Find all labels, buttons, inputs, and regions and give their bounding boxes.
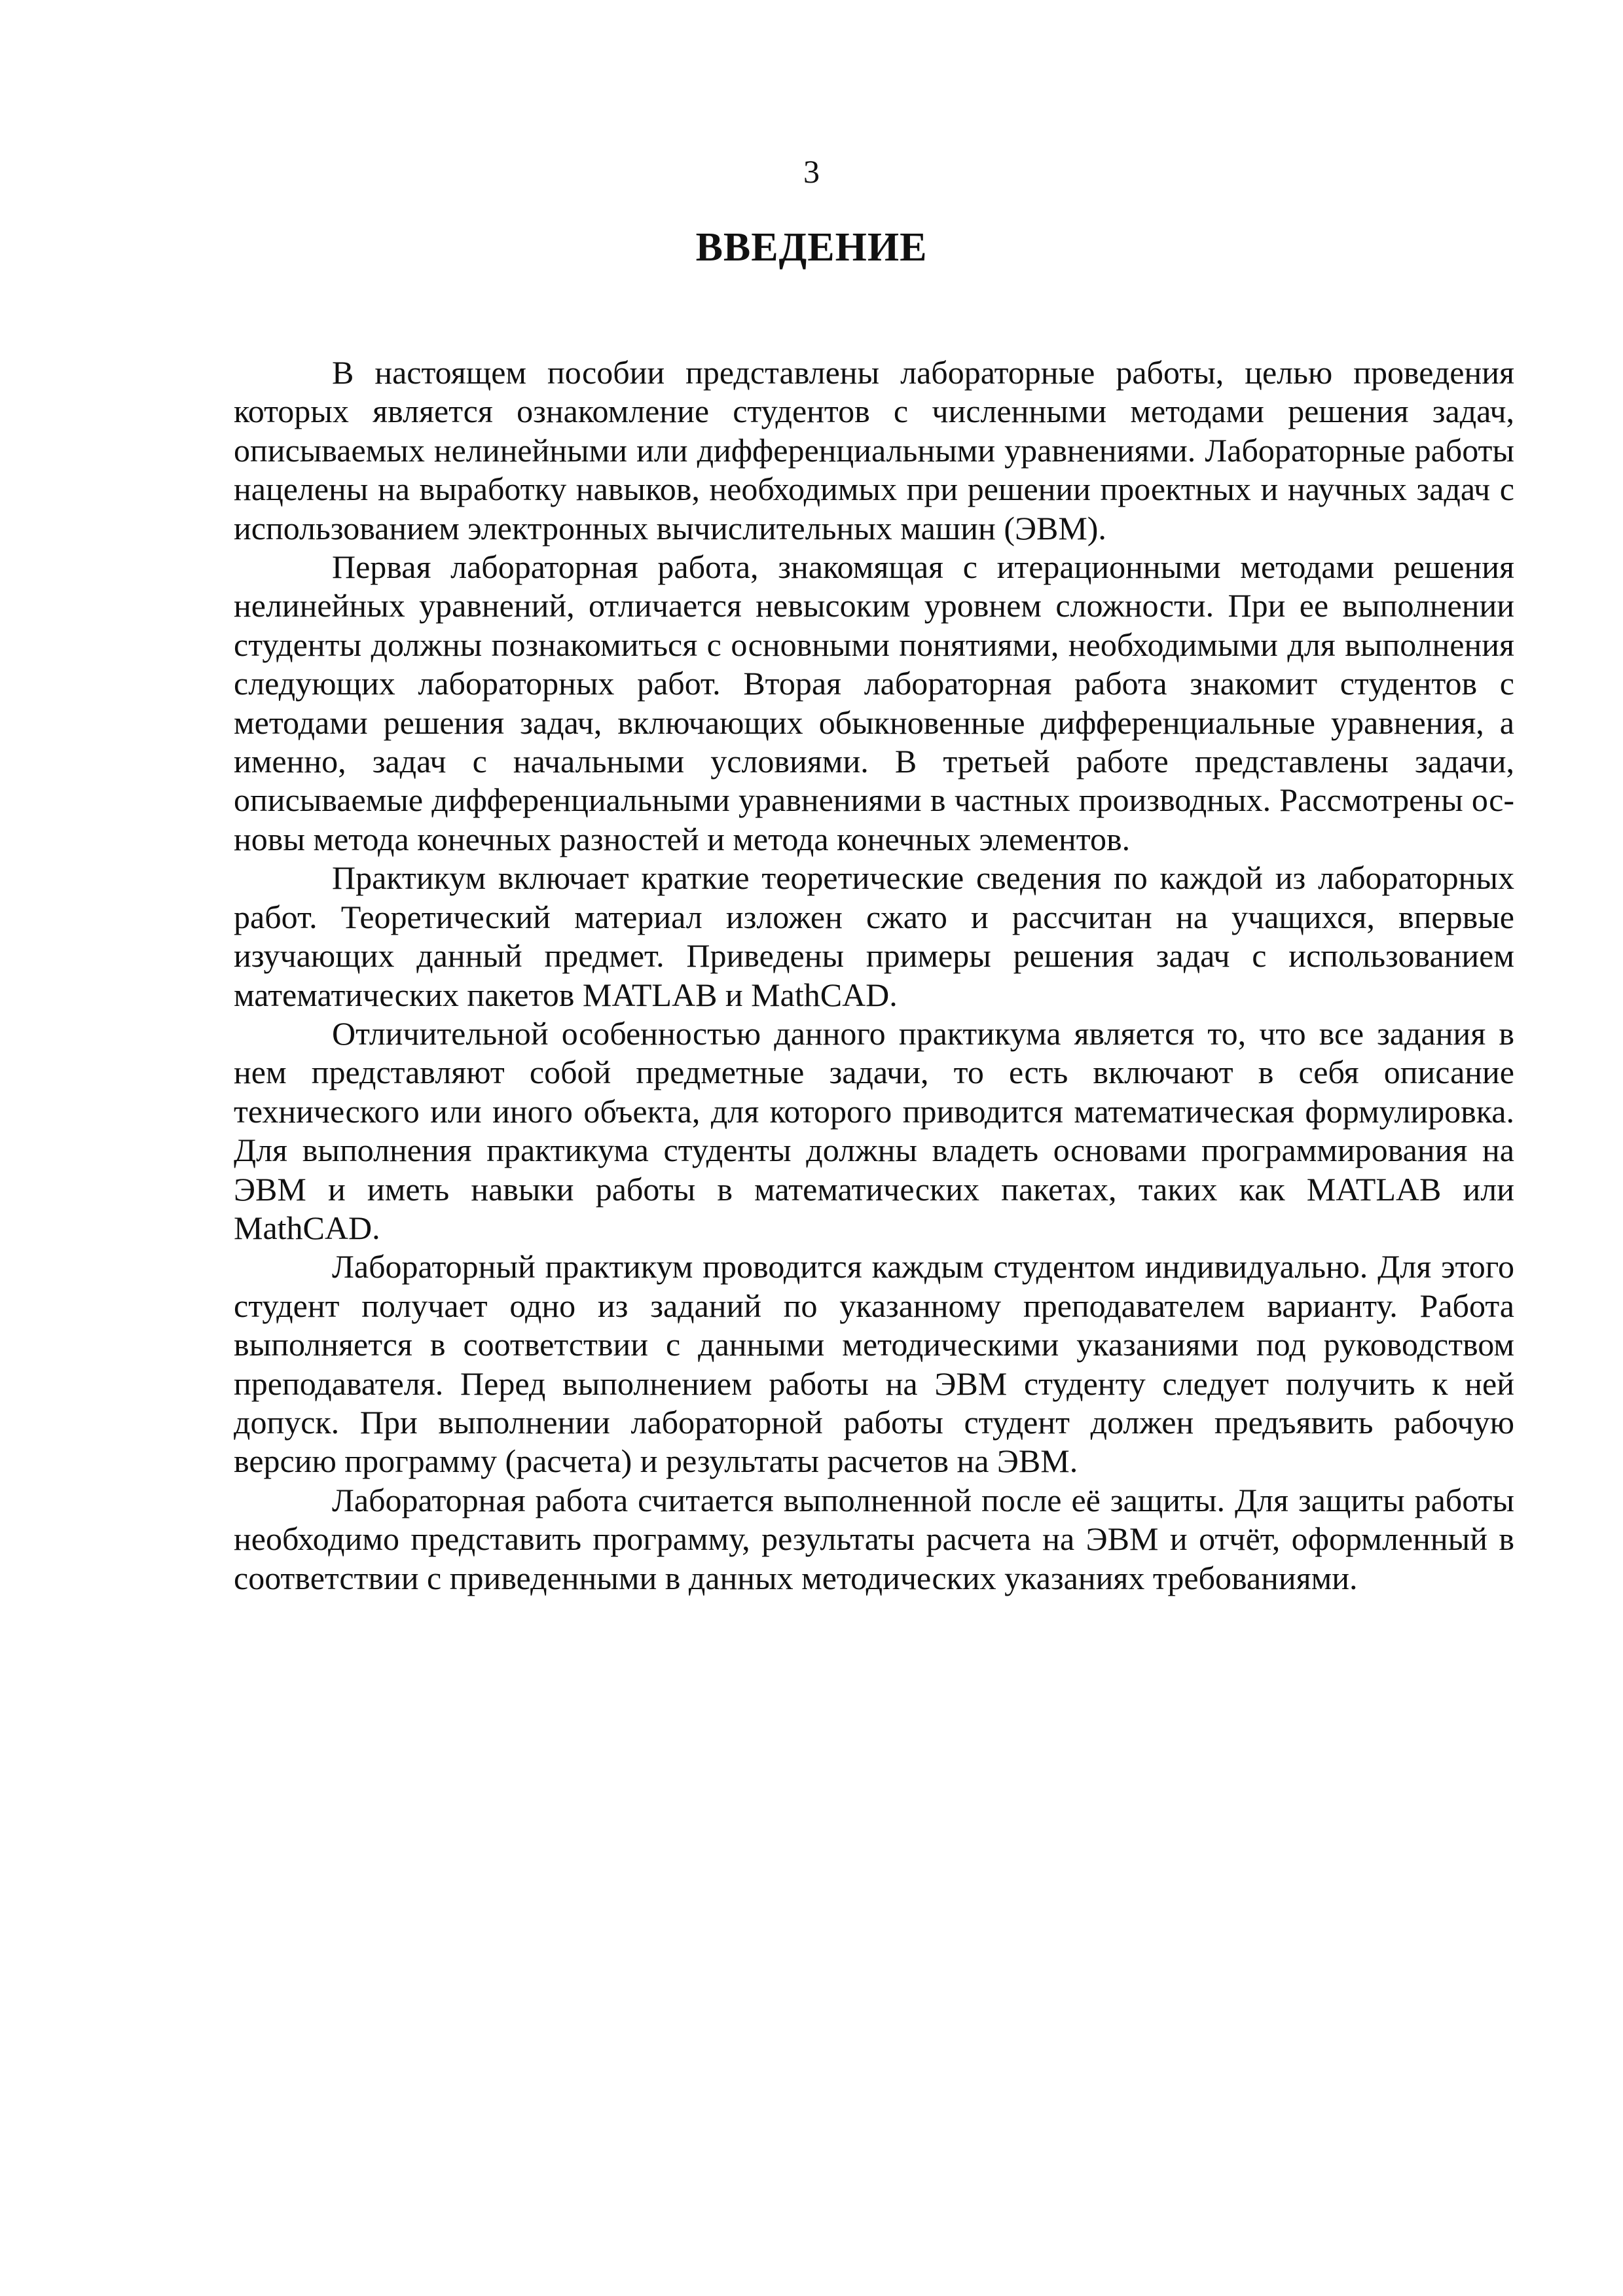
paragraph-lab-overview: Первая лабораторная работа, знакомящая с итерационными методами решения нелинейных уравнений, отличается невысоким уровнем сложности. При ее выполнении студенты должны познакомиться с основными понятиями, необходимыми для выполнения следующих лабораторных работ. Вторая лабораторная работа знакомит студентов с методами решения задач, включающих обыкновенные дифференциальные уравнения, а именно, задач с начальными условиями. В третьей работе представлены задачи, описываемые дифференциальными уравнениями в частных производных. Рассмотрены основы метода конечных разностей и метода конечных элементов. [234,548,1514,857]
paragraph-theory: Практикум включает краткие теоретические сведения по каждой из лабораторных работ. Теоретический материал изложен сжато и рассчитан на учащихся, впервые изучающих данный предмет. Приведены примеры решения задач с использованием математических пакетов MATLAB и MathCAD. [234,859,1514,1013]
body-text [234,353,1514,1598]
paragraph-intro: В настоящем пособии представлены лабораторные работы, целью проведения которых является ознакомление студентов с численными методами решения задач, описываемых нелинейными или дифференциальными уравнениями. Лабораторные работы нацелены на выработку навыков, необходимых при решении проектных и научных задач с использованием электронных вычислительных машин (ЭВМ). [234,354,1514,547]
page-title: ВВЕДЕНИЕ [695,225,928,270]
paragraph-procedure: Лабораторный практикум проводится каждым студентом индивидуально. Для этого студент получает одно из заданий по указанному преподавателем варианту. Работа выполняется в соответствии с данными методическими указаниями под руководством преподавателя. Перед выполнением работы на ЭВМ студенту следует получить к ней допуск. При выполнении лабораторной работы студент должен предъявить рабочую версию программу (расчета) и результаты расчетов на ЭВМ. [234,1248,1514,1480]
page-number: 3 [803,153,820,190]
paragraph-features: Отличительной особенностью данного практикума является то, что все задания в нем представляют собой предметные задачи, то есть включают в себя описание технического или иного объекта, для которого приводится математическая формулировка. Для выполнения практикума студенты должны владеть основами программирования на ЭВМ и иметь навыки работы в математических пакетах, таких как MATLAB или MathCAD. [234,1014,1514,1246]
paragraph-defense: Лабораторная работа считается выполненной после её защиты. Для защиты работы необходимо представить программу, результаты расчета на ЭВМ и отчёт, оформленный в соответствии с приведенными в данных методических указаниях требованиями. [234,1481,1514,1596]
